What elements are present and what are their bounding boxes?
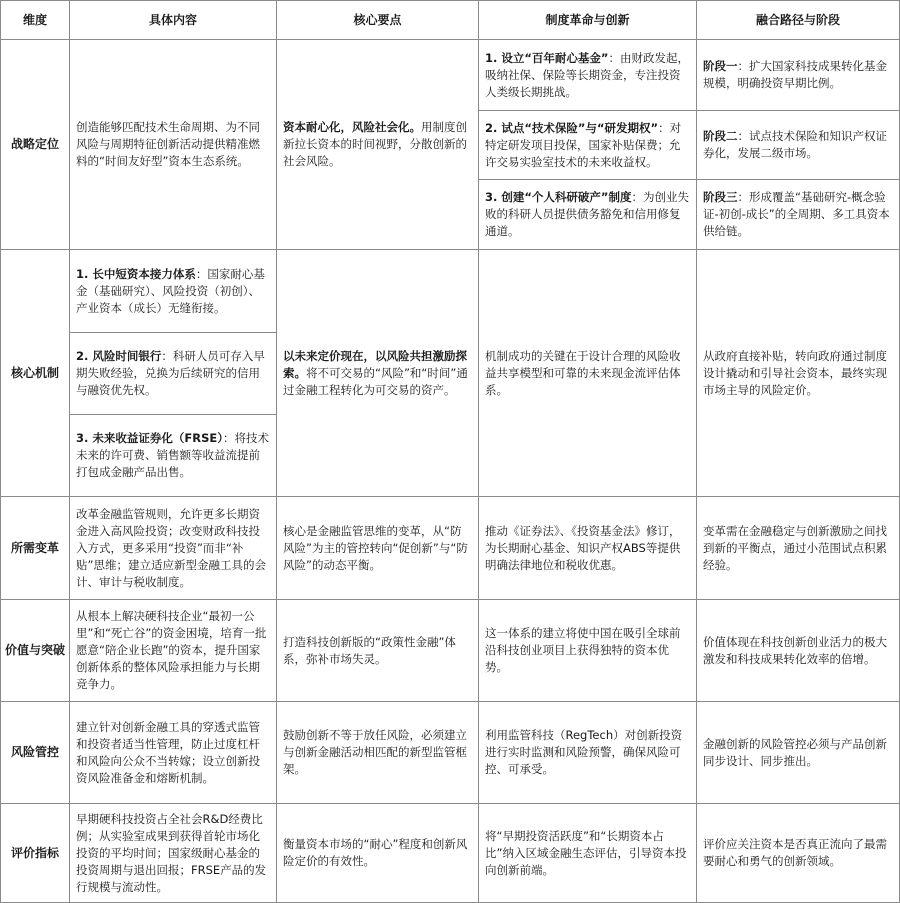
content-item [70, 250, 277, 333]
row-dimension: 所需变革 [1, 497, 70, 600]
institution-item [479, 111, 697, 180]
item-bold-text: 阶段二 [703, 129, 738, 143]
header-dimension: 维度 [1, 1, 70, 40]
item-text: ：国家耐心基金（基础研究）、风险投资（初创）、产业资本（成长）无缝衔接。 [76, 266, 265, 315]
content-item [70, 333, 277, 415]
row-path: 从政府直接补贴，转向政府通过制度设计撬动和引导社会资本，最终实现市场主导的风险定价。 [697, 250, 900, 497]
table-row [1, 600, 900, 702]
item-bold-text: 2. 风险时间银行 [76, 349, 162, 363]
row-content: 改革金融监管规则，允许更多长期资金进入高风险投资；改变财政科技投入方式，更多采用“投资”而非“补贴”思维；建立适应新型金融工具的会计、审计与税收制度。 [70, 497, 277, 600]
row-core-points: 打造科技创新版的“政策性金融”体系，弥补市场失灵。 [277, 600, 479, 702]
item-text: ：对特定研发项目投保，国家补贴保费；允许交易实验室技术的未来收益权。 [485, 120, 682, 169]
row-content: 早期硬科技投资占全社会R&D经费比例；从实验室成果到获得首轮市场化投资的平均时间；国家级耐心基金的投资周期与退出回报；FRSE产品的发行规模与流动性。 [70, 804, 277, 903]
table-row [1, 804, 900, 903]
row-path: 评价应关注资本是否真正流向了最需要耐心和勇气的创新领域。 [697, 804, 900, 903]
row-content: 从根本上解决硬科技企业“最初一公里”和“死亡谷”的资金困境，培育一批愿意“陪企业长跑”的资本，提升国家创新体系的整体风险承担能力与长期竞争力。 [70, 600, 277, 702]
row-dimension: 风险管控 [1, 702, 70, 804]
institution-item [479, 180, 697, 250]
path-item [697, 40, 900, 111]
header-institution: 制度革命与创新 [479, 1, 697, 40]
item-bold-text: 3. 未来收益证券化（FRSE） [76, 431, 223, 445]
header-path: 融合路径与阶段 [697, 1, 900, 40]
row-dimension: 评价指标 [1, 804, 70, 903]
item-text: ：试点技术保险和知识产权证券化，发展二级市场。 [703, 129, 887, 160]
table-row [1, 702, 900, 804]
row-content: 建立针对创新金融工具的穿透式监管和投资者适当性管理，防止过度杠杆和风险向公众不当转嫁；设立创新投资风险准备金和熔断机制。 [70, 702, 277, 804]
institution-item [479, 40, 697, 111]
table-row [1, 40, 900, 111]
content-item [70, 415, 277, 497]
header-row [1, 1, 900, 40]
row-institution: 推动《证券法》、《投资基金法》修订，为长期耐心基金、知识产权ABS等提供明确法律地位和税收优惠。 [479, 497, 697, 600]
row-content: 创造能够匹配技术生命周期、为不同风险与周期特征创新活动提供精准燃料的“时间友好型”资本生态系统。 [70, 40, 277, 250]
item-text: ：科研人员可存入早期失败经验，兑换为后续研究的信用与融资优先权。 [76, 349, 265, 397]
item-text: ：扩大国家科技成果转化基金规模，明确投资早期比例。 [703, 59, 887, 90]
row-dimension: 战略定位 [1, 40, 70, 250]
core-text: 用制度创新拉长资本的时间视野，分散创新的社会风险。 [283, 120, 467, 168]
item-bold-text: 2. 试点“技术保险”与“研发期权” [485, 120, 659, 135]
item-bold-text: 3. 创建“个人科研破产”制度 [485, 190, 632, 204]
item-text: ：形成覆盖“基础研究-概念验证-初创-成长”的全周期、多工具资本供给链。 [703, 190, 890, 238]
item-bold-text: 1. 长中短资本接力体系 [76, 266, 196, 281]
path-item [697, 180, 900, 250]
row-dimension: 价值与突破 [1, 600, 70, 702]
row-institution: 利用监管科技（RegTech）对创新投资进行实时监测和风险预警，确保风险可控、可承受。 [479, 702, 697, 804]
header-core-points: 核心要点 [277, 1, 479, 40]
row-core-points: 衡量资本市场的“耐心”程度和创新风险定价的有效性。 [277, 804, 479, 903]
header-content: 具体内容 [70, 1, 277, 40]
row-dimension: 核心机制 [1, 250, 70, 497]
item-bold-text: 1. 设立“百年耐心基金” [485, 50, 609, 65]
row-institution: 这一体系的建立将使中国在吸引全球前沿科技创业项目上获得独特的资本优势。 [479, 600, 697, 702]
item-bold-text: 阶段一 [703, 59, 738, 73]
row-institution: 机制成功的关键在于设计合理的风险收益共享模型和可靠的未来现金流评估体系。 [479, 250, 697, 497]
row-path: 金融创新的风险管控必须与产品创新同步设计、同步推出。 [697, 702, 900, 804]
item-text: ：将技术未来的许可费、销售额等收益流提前打包成金融产品出售。 [76, 431, 269, 479]
item-text: ：由财政发起，吸纳社保、保险等长期资金，专注投资人类级长期挑战。 [485, 50, 689, 99]
table-row [1, 497, 900, 600]
item-text: ：为创业失败的科研人员提供债务豁免和信用修复通道。 [485, 190, 689, 238]
path-item [697, 111, 900, 180]
core-bold-text: 资本耐心化，风险社会化。 [283, 120, 421, 134]
row-path: 变革需在金融稳定与创新激励之间找到新的平衡点，通过小范围试点积累经验。 [697, 497, 900, 600]
table-row [1, 250, 900, 333]
row-core-points: 鼓励创新不等于放任风险，必须建立与创新金融活动相匹配的新型监管框架。 [277, 702, 479, 804]
row-path: 价值体现在科技创新创业活力的极大激发和科技成果转化效率的倍增。 [697, 600, 900, 702]
item-bold-text: 阶段三 [703, 190, 738, 204]
row-institution: 将“早期投资活跃度”和“长期资本占比”纳入区域金融生态评估，引导资本投向创新前端。 [479, 804, 697, 903]
core-bold-text: 以未来定价现在，以风险共担激励探索。 [283, 348, 467, 380]
row-core-points: 核心是金融监管思维的变革，从“防风险”为主的管控转向“促创新”与“防风险”的动态平衡。 [277, 497, 479, 600]
row-core-points [277, 250, 479, 497]
core-text: 将不可交易的“风险”和“时间”通过金融工程转化为可交易的资产。 [283, 365, 468, 397]
row-core-points [277, 40, 479, 250]
